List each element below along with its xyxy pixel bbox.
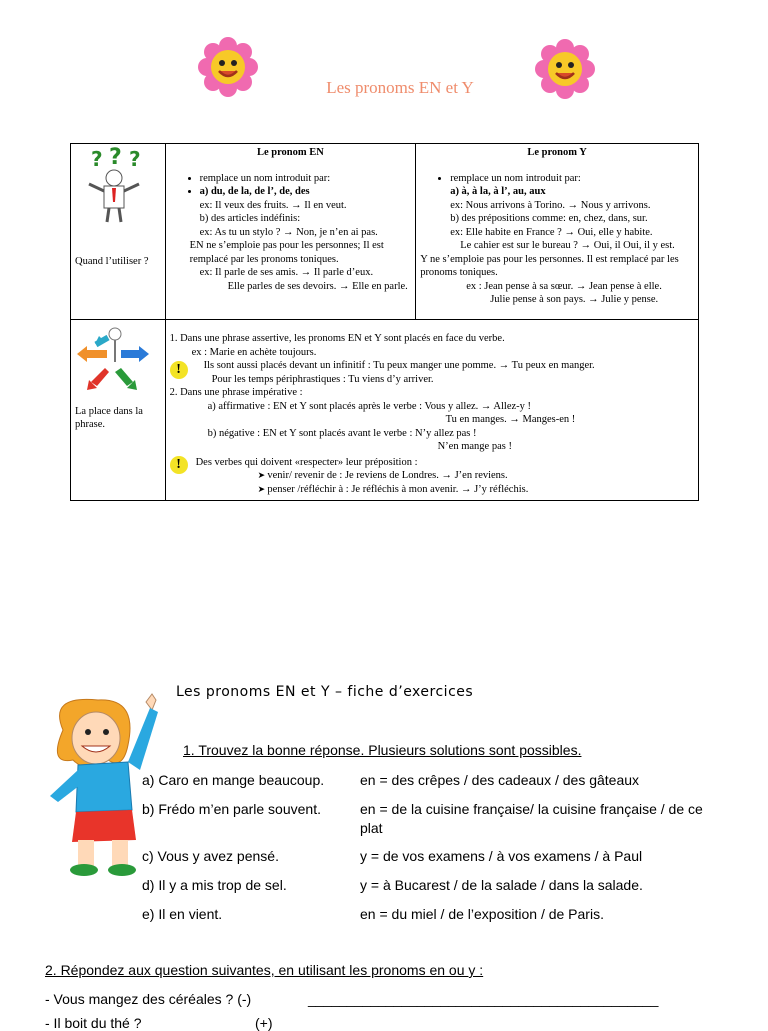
answer-blank[interactable]: _____________________________________________ bbox=[308, 991, 659, 1007]
y-line: ex: Elle habite en France ? → Oui, elle y habite. bbox=[450, 226, 653, 238]
question-2-text: 2. Répondez aux question suivantes, en utilisant les pronoms en ou y : bbox=[45, 962, 484, 978]
row-label-cell bbox=[71, 144, 166, 320]
thinking-man-icon bbox=[77, 146, 151, 224]
place-line: N’en mange pas ! bbox=[437, 441, 512, 452]
item-right: y = à Bucarest / de la salade / dans la salade. bbox=[360, 877, 643, 893]
place-line: 1. Dans une phrase assertive, les pronoms EN et Y sont placés en face du verbe. bbox=[169, 333, 505, 344]
svg-text:?: ? bbox=[109, 146, 122, 170]
y-line: a) à, à la, à l’, au, aux bbox=[450, 186, 546, 197]
answer-line bbox=[45, 991, 659, 1007]
table-row bbox=[71, 320, 699, 501]
item-left: a) Caro en mange beaucoup. bbox=[142, 772, 325, 788]
question-2 bbox=[45, 962, 483, 978]
item-left: e) Il en vient. bbox=[142, 906, 223, 922]
svg-text:?: ? bbox=[129, 147, 141, 171]
table-row bbox=[71, 144, 699, 320]
y-column bbox=[416, 144, 699, 320]
en-column bbox=[165, 144, 416, 320]
item-right: en = de la cuisine française/ la cuisine française / de ce plat bbox=[360, 801, 703, 836]
place-line-warn bbox=[170, 359, 694, 377]
en-line: ex: Il parle de ses amis. → Il parle d’eux. bbox=[199, 267, 374, 278]
verb-item: ➤ penser /réfléchir à : Je réfléchis à mon avenir. → J’y réfléchis. bbox=[258, 483, 694, 497]
warning-icon: ! bbox=[170, 361, 188, 379]
worksheet-title: Les pronoms EN et Y – fiche d’exercices bbox=[176, 684, 474, 700]
item-right: en = des crêpes / des cadeaux / des gâteaux bbox=[360, 772, 640, 788]
place-line: b) négative : EN et Y sont placés avant le verbe : N’y allez pas ! bbox=[207, 427, 477, 439]
en-bullet: • remplace un nom introduit par: bbox=[200, 172, 412, 186]
question-1 bbox=[183, 742, 581, 758]
row-label: Quand l’utiliser ? bbox=[75, 255, 149, 267]
question-1-text: 1. Trouvez la bonne réponse. Plusieurs solutions sont possibles. bbox=[183, 742, 582, 758]
place-line: 2. Dans une phrase impérative : bbox=[169, 387, 303, 398]
warning-icon: ! bbox=[170, 456, 188, 474]
y-line: ex : Jean pense à sa sœur. → Jean pense à elle. bbox=[466, 280, 662, 292]
row-label-cell bbox=[71, 320, 166, 501]
item-right: en = du miel / de l’exposition / de Paris. bbox=[360, 906, 604, 922]
place-line: ex : Marie en achète toujours. bbox=[191, 346, 317, 358]
answer-prompt: - Vous mangez des céréales ? (-) bbox=[45, 991, 252, 1007]
item-left: c) Vous y avez pensé. bbox=[142, 848, 279, 864]
en-bullet: • a) du, de la, de l’, de, des bbox=[200, 185, 412, 199]
y-bullet: • remplace un nom introduit par: bbox=[450, 172, 694, 186]
y-header: Le pronom Y bbox=[527, 147, 587, 158]
en-line: b) des articles indéfinis: bbox=[199, 213, 301, 224]
placement-cell bbox=[165, 320, 698, 501]
y-line: Le cahier est sur le bureau ? → Oui, il Oui, il y est. bbox=[460, 240, 675, 251]
directions-arrows-icon bbox=[75, 324, 149, 396]
en-line: EN ne s’emploie pas pour les personnes; Il est remplacé par les pronoms toniques. bbox=[189, 240, 384, 265]
answer-blank[interactable]: (+) bbox=[255, 1015, 273, 1031]
y-line: b) des prépositions comme: en, chez, dans, sur. bbox=[450, 213, 648, 224]
verb-item: ➤ venir/ revenir de : Je reviens de Londres. → J’en reviens. bbox=[258, 469, 694, 483]
place-line: Tu en manges. → Manges-en ! bbox=[445, 414, 576, 425]
place-text: Ils sont aussi placés devant un infinitif : Tu peux manger une pomme. → Tu peux en manger. bbox=[203, 360, 595, 371]
item-left: d) Il y a mis trop de sel. bbox=[142, 877, 287, 893]
place-line-warn bbox=[170, 456, 694, 470]
item-left: b) Frédo m’en parle souvent. bbox=[142, 801, 321, 817]
place-line: Pour les temps périphrastiques : Tu viens d’y arriver. bbox=[211, 373, 434, 385]
place-line: a) affirmative : EN et Y sont placés après le verbe : Vous y allez. → Allez-y ! bbox=[207, 400, 532, 412]
y-line: ex: Nous arrivons à Torino. → Nous y arrivons. bbox=[450, 199, 651, 211]
svg-text:?: ? bbox=[91, 147, 103, 171]
answer-line bbox=[45, 1015, 273, 1031]
grammar-table bbox=[70, 143, 699, 501]
en-line: ex: Il veux des fruits. → Il en veut. bbox=[199, 199, 347, 211]
page-title: Les pronoms EN et Y bbox=[326, 78, 474, 97]
y-line: Y ne s’emploie pas pour les personnes. Il est remplacé par les pronoms toniques. bbox=[420, 253, 679, 278]
place-text: Des verbes qui doivent «respecter» leur préposition : bbox=[195, 456, 418, 468]
en-line: ex: As tu un stylo ? → Non, je n’en ai pas. bbox=[199, 226, 378, 238]
item-right: y = de vos examens / à vos examens / à Paul bbox=[360, 848, 643, 864]
row-label: La place dans la phrase. bbox=[75, 405, 143, 430]
answer-prompt: - Il boit du thé ? bbox=[45, 1015, 142, 1031]
y-line: Julie pense à son pays. → Julie y pense. bbox=[490, 294, 659, 305]
en-line: Elle parles de ses devoirs. → Elle en parle. bbox=[227, 280, 408, 292]
en-header: Le pronom EN bbox=[256, 147, 324, 158]
